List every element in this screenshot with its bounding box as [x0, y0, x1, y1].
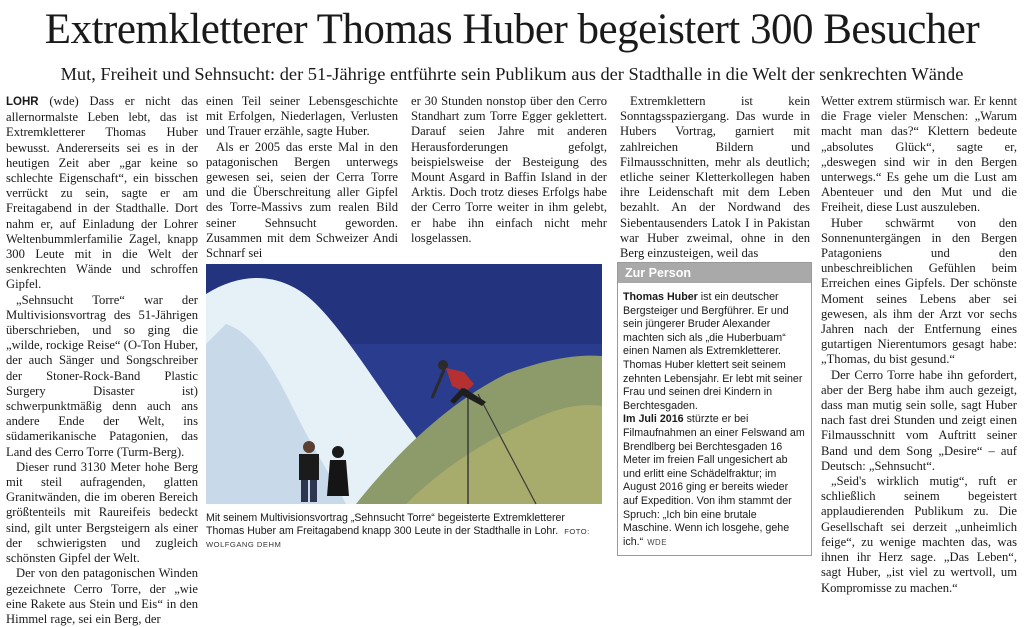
photo-caption — [206, 512, 602, 552]
headline: Extremkletterer Thomas Huber begeistert 300 Besucher — [44, 6, 980, 53]
paragraph: einen Teil seiner Lebensgeschichte mit Erfolgen, Niederlagen, Verlusten und Trauer erzähle, sagte Huber. — [206, 94, 398, 139]
article-column-2 — [206, 94, 398, 261]
info-box-author: WDE — [647, 537, 667, 547]
paragraph: Als er 2005 das erste Mal in den patagonischen Bergen unterwegs gewesen sei, seien der Cerra Torre und die Überschreitung aller Gipfel des Torre-Massivs zum realen Bild seiner Sehnsucht geworden. Zusammen mit dem Schweizer Andi Schnarf sei — [206, 139, 398, 261]
article-column-1 — [6, 94, 198, 626]
paragraph: er 30 Stunden nonstop über den Cerro Standhart zum Torre Egger geklettert. Darauf seien Jahre mit anderen Herausforderungen gefolgt, beispielsweise der Besteigung des Mount Asgard in Baffin Island in der Arktis. Doch trotz dieses Erfolgs habe der Cerro Torre weiter in ihm gelebt, er habe ihn einfach nicht mehr losgelassen. — [411, 94, 607, 245]
article-column-5 — [821, 94, 1017, 595]
paragraph: „Seid's wirklich mutig“, ruft er schließlich seinem begeistert applaudierenden Publikum zu. Die Gesellschaft sei derzeit „unheimlich feige“, zu wenige machten das, was ihnen ihr Herz sage. „Das Leben“, sagt Huber, „ist viel zu wertvoll, um Kompromisse zu machen.“ — [821, 474, 1017, 595]
paragraph: Extremklettern ist kein Sonntagsspaziergang. Das wurde in Hubers Vortrag, garniert mit zahlreichen Bildern und Filmausschnitten, mehr als deutlich; etliche seiner Kletterkollegen haben ihre Leidenschaft mit dem Leben bezahlt. An der Nordwand des Siebentausenders Latok I in Pakistan war Huber zweimal, ohne in den Berg einzusteigen, weil das — [620, 94, 810, 261]
info-box-paragraph: ist ein deutscher Bergsteiger und Bergführer. Er und sein jüngerer Bruder Alexander machten sich als „die Huberbuam“ einen Namen als Extremkletterer. Thomas Huber klettert seit seinem zehnten Lebensjahr. Er lebt mit seiner Frau und seinen drei Kindern in Berchtesgaden. — [623, 291, 803, 412]
paragraph: Der Cerro Torre habe ihn gefordert, aber der Berg habe ihm auch gezeigt, dass man mutig sein solle, sagt Huber nach fast drei Stunden und zeigt einen Filmausschnitt vom Auftritt seiner Band und dem Song „Desire“ – auf Deutsch: „Sehnsucht“. — [821, 367, 1017, 473]
paragraph: „Sehnsucht Torre“ war der Multivisionsvortrag des 51-Jährigen überschrieben, und so ging die „wilde, rockige Reise“ (O-Ton Huber, der auch Sänger und Songschreiber der Stoner-Rock-Band Plastic Surgery Disaster ist) schwerpunktmäßig denn auch ans andere Ende der Welt, ins südamerikanische Patagonien, das Land des Cerro Torre (Turm-Berg). — [6, 292, 198, 459]
paragraph: Huber schwärmt von den Sonnenuntergängen in den Bergen Patagoniens und den unbeschreiblichen Gefühlen beim Erreichen eines Gipfels. Der schönste Moment seines Lebens aber sei gewesen, als ihm der Arzt vor sechs Jahren nach der Entfernung eines gutartigen Nierentumors gesagt habe: „Thomas, du bist gesund.“ — [821, 215, 1017, 367]
info-box-paragraph: stürzte er bei Filmaufnahmen an einer Felswand am Brendlberg bei Berchtesgaden 16 Meter im freien Fall ungesichert ab und erlitt eine Schädelfraktur; im August 2016 ging er bereits wieder auf Expedition. Von ihm stammt der Spruch: „Ich bin eine brutale Maschine. Wenn ich losgehe, gehe ich.“ — [623, 413, 805, 548]
article-column-3 — [411, 94, 607, 256]
subline: Mut, Freiheit und Sehnsucht: der 51-Jährige entführte sein Publikum aus der Stadthalle in die Welt der senkrechten Wände — [60, 64, 964, 84]
info-box — [617, 262, 812, 556]
info-box-text — [618, 283, 811, 549]
paragraph: Dieser rund 3130 Meter hohe Berg mit steil aufragenden, glatten Granitwänden, die im oberen Bereich größtenteils mit Raureifeis bedeckt sind, gilt unter Bergsteigern als einer der schwierigsten und zugleich schönsten Gipfel der Welt. — [6, 459, 198, 566]
paragraph: (wde) Dass er nicht das allernormalste Leben lebt, das ist Extremkletterer Thomas Huber bewusst. Andererseits sei es in der heutigen Zeit aber „gar keine so schlechte Eigenschaft“, ein bisschen verrückt zu sein, sagte er am Freitagabend in der Stadthalle. Dort nahm er, auf Einladung der Lohrer Weltenbummlerfamilie Zagel, knapp 300 Leute mit in die Welt der senkrechten Wände und schroffen Gipfel. — [6, 94, 198, 292]
paragraph: Der von den patagonischen Winden gezeichnete Cerro Torre, der „wie eine Rakete aus Stein und Eis“ in den Himmel rage, sei ein Berg, der — [6, 566, 198, 626]
info-box-bold-lead: Thomas Huber — [623, 291, 698, 303]
photo-credit: FOTO: WOLFGANG DEHM — [206, 527, 590, 550]
caption-text: Mit seinem Multivisionsvortrag „Sehnsucht Torre“ begeisterte Extremkletterer Thomas Huber am Freitagabend knapp 300 Leute in der Stadthalle in Lohr. — [206, 512, 565, 538]
dateline: LOHR — [6, 96, 39, 108]
info-box-bold-lead: Im Juli 2016 — [623, 413, 684, 426]
climber-photo — [206, 264, 602, 504]
paragraph: Wetter extrem stürmisch war. Er kennt die Frage vieler Menschen: „Warum macht man das?“ Klettern bedeute „absolutes Glück“, sagte er, „deswegen sind wir in den Bergen unterwegs.“ Es gehe um die Lust am Abenteuer und den Mut und die Freiheit, diese Lust auszuleben. — [821, 94, 1017, 215]
article-column-4 — [620, 94, 810, 261]
info-box-title: Zur Person — [618, 263, 811, 283]
